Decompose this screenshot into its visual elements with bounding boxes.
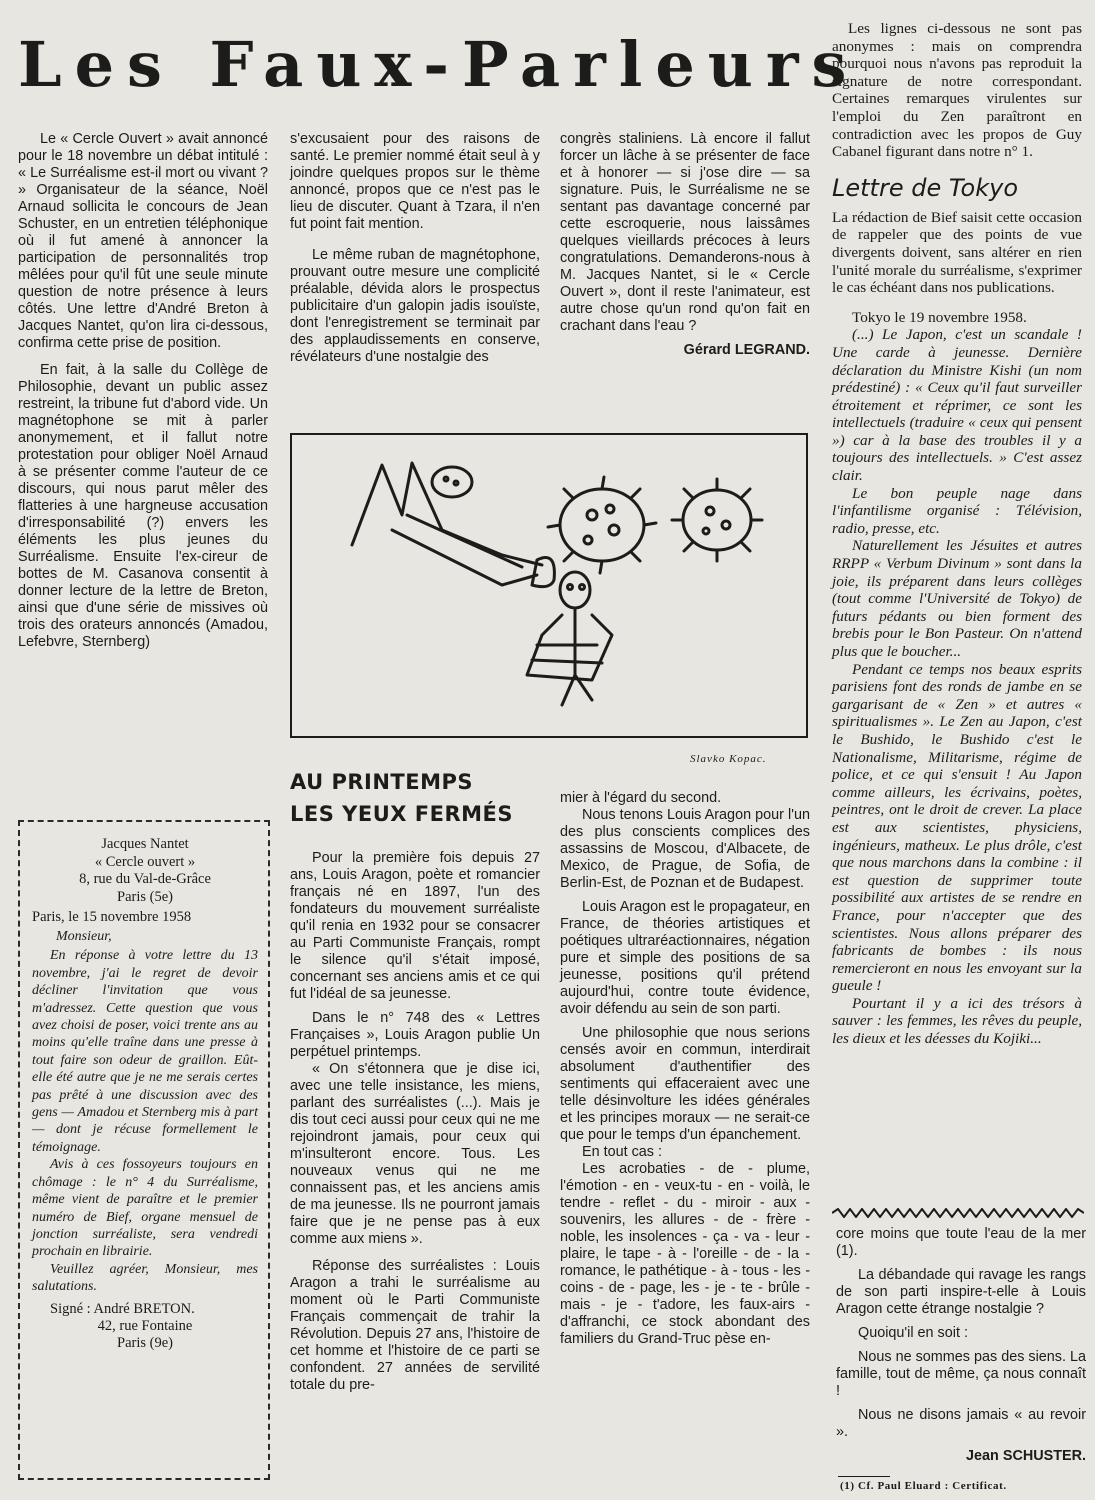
- letter-signed: Signé : André BRETON.: [50, 1300, 195, 1317]
- zigzag-divider: [832, 1208, 1084, 1218]
- aragon-paragraph-7: Louis Aragon est le propagateur, en France, de théories artistiques et poétiques ultraréactionnaires, négation pure et simple des positions de sa jeunesse, positions qu'il prétend aujourd'hui, contre toute évidence, avoir défendu au sein de son parti.: [560, 899, 810, 1017]
- aragon-continued-1: core moins que toute l'eau de la mer (1).: [836, 1226, 1086, 1259]
- col2-paragraph-1: s'excusaient pour des raisons de santé. Le premier nommé était seul à y joindre quelques propos sur le thème annoncé, propos que ce n'est pas le lieu de discuter. Quant à Tzara, il n'en fut point fait mention.: [290, 131, 540, 232]
- tokyo-heading: Lettre de Tokyo: [832, 173, 1019, 202]
- tokyo-text-2: Le bon peuple nage dans l'infantilisme organisé : Télévision, radio, presse, etc.: [832, 484, 1082, 537]
- letter-address-3: 8, rue du Val-de-Grâce: [79, 871, 211, 887]
- letter-body: [32, 947, 258, 1295]
- aragon-paragraph-1: Pour la première fois depuis 27 ans, Louis Aragon, poète et romancier français né en 1897, l'un des fondateurs du mouvement surréaliste qu'il renia en 1932 pour se consacrer au Parti Communiste Français, rompt le silence qu'il s'était imposé, concernant ses anciens amis et ce qui fut l'idéal de sa jeunesse.: [290, 850, 540, 1002]
- col3-paragraph-1: congrès staliniens. Là encore il fallut forcer un lâche à se présenter de face et à honorer — si j'ose dire — sa signature. Puis, le Surréalisme ne se sentant pas davantage concerné par cette escroquerie, nous laissâmes quelques vieillards précoces à leurs congratulations. Demanderons-nous à M. Jacques Nantet, si le « Cercle Ouvert », dont il reste l'animateur, est autre chose qu'un rond qu'on fait en crachant dans l'eau ?: [560, 131, 810, 334]
- tokyo-intro: Les lignes ci-dessous ne sont pas anonymes : mais on comprendra pourquoi nous n'avons pas reproduit la signature de notre correspondant. Certaines remarques virulentes sur l'emploi du Zen paraîtront en contradiction avec les propos de Guy Cabanel figurant dans notre n° 1.: [832, 20, 1082, 161]
- column-3: [560, 131, 810, 359]
- aragon-paragraph-6: Nous tenons Louis Aragon pour l'un des plus conscients complices des assassins de Moscou, d'Albacete, de Mexico, de Prague, de Sofia, de Berlin-Est, de Poznan et de Budapest.: [560, 807, 810, 891]
- letter-signer-address-1: 42, rue Fontaine: [97, 1317, 193, 1334]
- aragon-paragraph-10: Les acrobaties - de - plume, l'émotion - en - veux-tu - en - voilà, le tendre - reflet - du - miroir - aux - souvenirs, les allures - de - frère - noble, les insolences - ça - va - leur - plaire, le tape - à - l'oreille - de - la - romance, le pathétique - à - tous - les - coins - de - page, les - je - te - brûle - mais - je - t'adore, les faux-airs - d'affranchi, ce stock abondant des familiers du Grand-Truc pèse en-: [560, 1161, 810, 1347]
- aragon-column-a: [290, 850, 540, 1401]
- drawing-illustration: [292, 435, 805, 735]
- tokyo-text-3: Naturellement les Jésuites et autres RRPP « Verbum Divinum » sont dans la joie, ils préparent dans leurs collèges (tout comme l'Université de Tokyo) de futurs pédants ou bien forment des brebis pour le Bon Pasteur. On n'attend plus que le boucher...: [832, 537, 1082, 660]
- letter-salutation: Monsieur,: [56, 929, 112, 944]
- letter-date: Paris, le 15 novembre 1958: [32, 909, 192, 925]
- letter-paragraph-1: En réponse à votre lettre du 13 novembre, j'ai le regret de devoir décliner l'invitation que vous m'adressez. Cette question que vous avez choisi de poser, voici trente ans au moins qu'elle traîne dans une presse à tout faire son odeur de graillon. Eût-elle été autre que je ne me serais certes pas prêté à une discussion avec des gens — Amadou et Sternberg mis à part — dont je récuse formellement le témoignage.: [32, 948, 258, 1155]
- aragon-paragraph-4: Réponse des surréalistes : Louis Aragon a trahi le surréalisme au moment où le Parti Communiste Français commençait de trahir la Révolution. Depuis 27 ans, l'histoire de cet homme et l'histoire de ce parti se confondent. 27 années de servilité totale du pre-: [290, 1258, 540, 1393]
- letter-address-4: Paris (5e): [117, 888, 173, 905]
- schuster-signature: Jean SCHUSTER.: [966, 1448, 1086, 1464]
- aragon-paragraph-2: Dans le n° 748 des « Lettres Françaises », Louis Aragon publie Un perpétuel printemps.: [290, 1010, 540, 1060]
- aragon-heading-line-2: LES YEUX FERMÉS: [290, 802, 513, 826]
- footnote: (1) Cf. Paul Eluard : Certificat.: [840, 1480, 1007, 1492]
- aragon-column-b: [560, 790, 810, 1355]
- col1-paragraph-2: En fait, à la salle du Collège de Philosophie, devant un public assez restreint, la tribune fut d'abord vide. Un magnétophone se mit à parler anonymement, et il fallut notre protestation pour obliger Noël Arnaud à se présenter comme l'auteur de ce discours, qui nous parut mêler des flatteries à une hargneuse accusation d'irresponsabilité (?) envers les éléments les plus jeunes du Surréalisme. Ensuite l'ex-cireur de bottes de M. Casanova consentit à donner lecture de la lettre de Breton, ainsi que d'une série de missives où trois des orateurs annoncés (Amadou, Lefebvre, Sternberg): [18, 362, 268, 650]
- letter-address-2: « Cercle ouvert »: [94, 853, 196, 870]
- aragon-paragraph-9: En tout cas :: [582, 1144, 662, 1160]
- tokyo-paragraph-1: La rédaction de Bief saisit cette occasion de rappeler que des points de vue divergents doivent, sans altérer en rien l'unité morale du surréalisme, s'exprimer le cas échéant dans nos publications.: [832, 208, 1082, 297]
- col1-paragraph-1: Le « Cercle Ouvert » avait annoncé pour le 18 novembre un débat intitulé : « Le Surréalisme est-il mort ou vivant ? » Organisateur de la séance, Noël Arnaud sollicita le concours de Jean Schuster, en un entretien téléphonique où il fut amené à annoncer la participation de personnalités trop mêlées pour qu'il fût une seule minute question de notre présence à leurs côtés. Une lettre d'André Breton à Jacques Nantet, qu'on lira ci-dessous, confirma cette prise de position.: [18, 131, 268, 351]
- tokyo-text-4: Pendant ce temps nos beaux esprits parisiens font des ronds de jambe en se gargarisant de « Zen » et autres « spiritualismes ». Le Zen au Japon, c'est le Bushido, le Bushido c'est le Nationalisme, Militarisme, régime de police, et ce qui s'ensuit ! Au Japon comme ailleurs, les écrivains, poètes, peintres, ont le droit de crever. La place est aux scientistes, physiciens, ingénieurs, matheux. Le plus drôle, c'est que nous marchons dans la combine : il est question de supprimer toute possibilité aux artistes de se rendre en France, pour n'accepter que des scientistes. Nous allons préparer des fabricants de bombes : ils nous remercieront en nous les envoyant sur la gueule !: [832, 660, 1082, 995]
- aragon-paragraph-8: Une philosophie que nous serions censés avoir en commun, interdirait absolument d'authentifier des sentiments qui effaceraient avec une telle désinvolture les idées générales et les principes moraux — ne serait-ce que pour le temps d'un épanchement.: [560, 1025, 810, 1143]
- column-2: [290, 131, 540, 373]
- letter-paragraph-3: Veuillez agréer, Monsieur, mes salutations.: [32, 1261, 258, 1295]
- aragon-continued-4: Nous ne sommes pas des siens. La famille, tout de même, ça nous connaît !: [836, 1349, 1086, 1399]
- letter-address-1: Jacques Nantet: [101, 836, 189, 852]
- aragon-paragraph-3: « On s'étonnera que je dise ici, avec une telle insistance, les miens, parlant des surréalistes (...). Mais je dis tout ceci aussi pour ceux qui ne me rejoindront jamais, pour ceux qui m'insulteront encore. Tous. Les nouveaux venus qui ne me connaissent pas, et les anciens amis de ma jeunesse. Ils ne pourront jamais faire que je ne pense pas à eux comme aux miens ».: [290, 1061, 540, 1247]
- aragon-heading-line-1: AU PRINTEMPS: [290, 770, 474, 794]
- tokyo-text-5: Pourtant il y a ici des trésors à sauver : les femmes, les rêves du peuple, les dieux et les déesses du Kojiki...: [832, 994, 1082, 1048]
- illustration-caption: Slavko Kopac.: [690, 753, 767, 765]
- tokyo-dateline: Tokyo le 19 novembre 1958.: [852, 308, 1027, 326]
- column-4: [832, 20, 1082, 1048]
- letter-paragraph-2: Avis à ces fossoyeurs toujours en chômage : le n° 4 du Surréalisme, même vient de paraître et le premier numéro de Bief, organe mensuel de jonction surréaliste, sera vendredi prochain en librairie.: [32, 1157, 258, 1260]
- column-4-continuation: [836, 1226, 1086, 1465]
- aragon-continued-5: Nous ne disons jamais « au revoir ».: [836, 1407, 1086, 1440]
- tokyo-text-1: (...) Le Japon, c'est un scandale ! Une carde à jeunesse. Dernière déclaration du Ministre Kishi (un nom prédestiné) : « Ceux qu'il faut surveiller étroitement et réprimer, ce sont les intellectuels (traduire « ceux qui pensent ») car à la base des troubles il y a toujours des intellectuels. » C'est assez clair.: [832, 326, 1082, 485]
- col3-signature: Gérard LEGRAND.: [683, 342, 810, 358]
- page-title: Les Faux-Parleurs: [18, 28, 860, 101]
- illustration-frame: [290, 433, 808, 738]
- aragon-heading: [290, 766, 540, 830]
- letter-signer-address-2: Paris (9e): [117, 1335, 173, 1352]
- aragon-paragraph-5: mier à l'égard du second.: [560, 790, 722, 806]
- column-1: [18, 131, 268, 658]
- aragon-continued-2: La débandade qui ravage les rangs de son parti inspire-t-elle à Louis Aragon cette étrange nostalgie ?: [836, 1267, 1086, 1317]
- aragon-continued-3: Quoiqu'il en soit :: [858, 1325, 968, 1341]
- col2-paragraph-2: Le même ruban de magnétophone, prouvant outre mesure une complicité préalable, dévida alors le prospectus publicitaire d'un galopin jadis isouïste, dont l'enregistrement se terminait par des applaudissements en conserve, révélateurs d'une nostalgie des: [290, 247, 540, 365]
- breton-letter-box: [18, 820, 270, 1480]
- footnote-rule: [838, 1476, 890, 1477]
